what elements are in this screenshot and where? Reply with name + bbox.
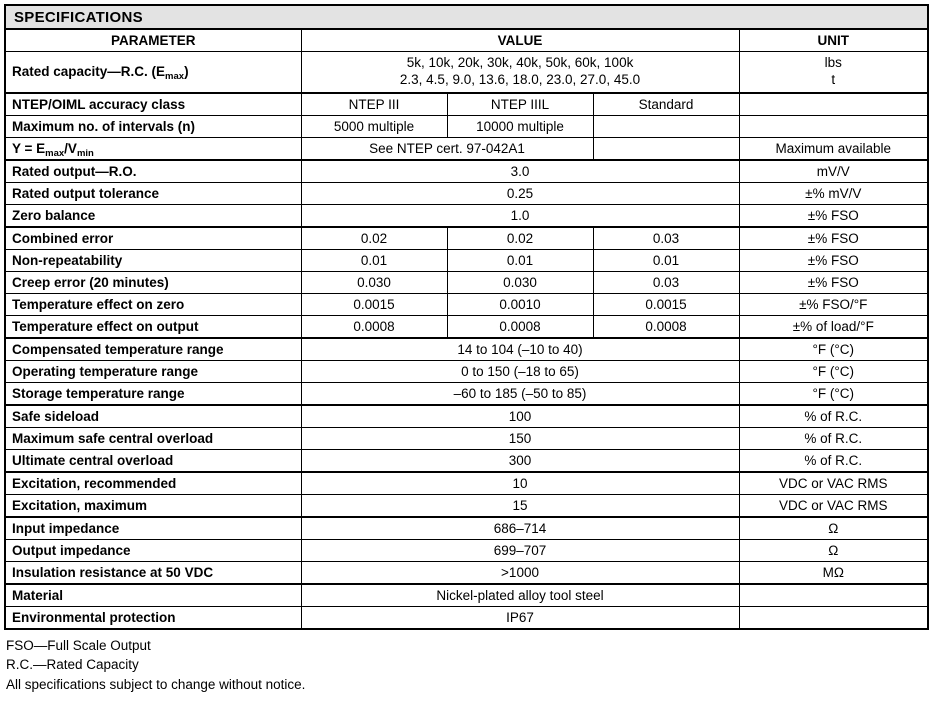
row-unit: ±% FSO/°F xyxy=(739,293,928,315)
table-header-row xyxy=(5,29,928,52)
row-value-rated-capacity xyxy=(301,52,739,93)
row-value: Nickel-plated alloy tool steel xyxy=(301,584,739,607)
row-value: IP67 xyxy=(301,606,739,629)
table-row xyxy=(5,606,928,629)
row-label-combined-error: Combined error xyxy=(5,227,301,250)
row-value: 100 xyxy=(301,405,739,428)
row-value: 3.0 xyxy=(301,160,739,183)
table-row xyxy=(5,338,928,361)
column-header-unit: UNIT xyxy=(739,29,928,52)
unit-line-2: t xyxy=(831,71,836,87)
footnote-fso: FSO—Full Scale Output xyxy=(6,637,151,653)
row-unit: °F (°C) xyxy=(739,338,928,361)
row-value-1: 5000 multiple xyxy=(301,115,447,137)
row-label-y-ratio xyxy=(5,137,301,160)
row-value-1: 0.0008 xyxy=(301,315,447,338)
table-row xyxy=(5,315,928,338)
row-unit: mV/V xyxy=(739,160,928,183)
row-label-accuracy-class: NTEP/OIML accuracy class xyxy=(5,93,301,116)
row-value-1: 0.01 xyxy=(301,249,447,271)
row-value: 1.0 xyxy=(301,204,739,227)
table-row xyxy=(5,494,928,517)
row-label-tail: ) xyxy=(184,64,189,80)
footnotes xyxy=(4,636,929,695)
row-unit: Maximum available xyxy=(739,137,928,160)
row-value: –60 to 185 (–50 to 85) xyxy=(301,382,739,405)
row-value-3: 0.03 xyxy=(593,271,739,293)
row-value-2: 0.030 xyxy=(447,271,593,293)
row-label-excitation-maximum: Excitation, maximum xyxy=(5,494,301,517)
row-label-subscript: max xyxy=(165,71,185,83)
row-label-insulation-resistance: Insulation resistance at 50 VDC xyxy=(5,561,301,584)
row-label-ultimate-central-overload: Ultimate central overload xyxy=(5,449,301,472)
row-unit-rated-capacity xyxy=(739,52,928,93)
row-label-environmental-protection: Environmental protection xyxy=(5,606,301,629)
row-label-tail: /V xyxy=(64,140,77,156)
row-value-empty xyxy=(593,137,739,160)
row-value-3 xyxy=(593,115,739,137)
table-row xyxy=(5,182,928,204)
row-unit: VDC or VAC RMS xyxy=(739,494,928,517)
row-label-storage-temp-range: Storage temperature range xyxy=(5,382,301,405)
row-unit: ±% mV/V xyxy=(739,182,928,204)
table-row xyxy=(5,52,928,93)
row-unit: Ω xyxy=(739,539,928,561)
table-row xyxy=(5,137,928,160)
value-line-1: 5k, 10k, 20k, 30k, 40k, 50k, 60k, 100k xyxy=(406,55,634,70)
row-label-text: Y = E xyxy=(12,140,46,156)
table-row xyxy=(5,160,928,183)
table-row xyxy=(5,93,928,116)
column-header-value: VALUE xyxy=(301,29,739,52)
row-value: See NTEP cert. 97-042A1 xyxy=(301,137,593,160)
table-row xyxy=(5,115,928,137)
row-unit: ±% of load/°F xyxy=(739,315,928,338)
row-value-2: 10000 multiple xyxy=(447,115,593,137)
table-row xyxy=(5,293,928,315)
column-header-parameter: PARAMETER xyxy=(5,29,301,52)
row-unit xyxy=(739,93,928,116)
row-value: 686–714 xyxy=(301,517,739,540)
row-label-output-impedance: Output impedance xyxy=(5,539,301,561)
row-value: 10 xyxy=(301,472,739,495)
table-row xyxy=(5,584,928,607)
row-label-safe-sideload: Safe sideload xyxy=(5,405,301,428)
row-label-rated-capacity xyxy=(5,52,301,93)
row-value-2: 0.0010 xyxy=(447,293,593,315)
row-label-text: Rated capacity—R.C. (E xyxy=(12,64,166,80)
row-unit: ±% FSO xyxy=(739,271,928,293)
table-row xyxy=(5,517,928,540)
table-row xyxy=(5,204,928,227)
row-label-temp-effect-zero: Temperature effect on zero xyxy=(5,293,301,315)
row-unit: ±% FSO xyxy=(739,204,928,227)
page-title: SPECIFICATIONS xyxy=(4,4,929,28)
specifications-table xyxy=(4,28,929,630)
row-value-1: 0.030 xyxy=(301,271,447,293)
row-value: >1000 xyxy=(301,561,739,584)
row-unit: ±% FSO xyxy=(739,227,928,250)
row-value-2: 0.02 xyxy=(447,227,593,250)
row-value-3: 0.0015 xyxy=(593,293,739,315)
footnote-disclaimer: All specifications subject to change without notice. xyxy=(6,676,306,692)
table-row xyxy=(5,472,928,495)
row-label-excitation-recommended: Excitation, recommended xyxy=(5,472,301,495)
row-value: 15 xyxy=(301,494,739,517)
row-unit: % of R.C. xyxy=(739,449,928,472)
table-row xyxy=(5,249,928,271)
row-label-zero-balance: Zero balance xyxy=(5,204,301,227)
row-unit: % of R.C. xyxy=(739,405,928,428)
row-value-3: 0.01 xyxy=(593,249,739,271)
row-label-creep-error: Creep error (20 minutes) xyxy=(5,271,301,293)
table-row xyxy=(5,449,928,472)
row-label-input-impedance: Input impedance xyxy=(5,517,301,540)
row-value-2: 0.0008 xyxy=(447,315,593,338)
table-row xyxy=(5,405,928,428)
row-label-rated-output-tolerance: Rated output tolerance xyxy=(5,182,301,204)
row-value: 0.25 xyxy=(301,182,739,204)
row-label-max-intervals: Maximum no. of intervals (n) xyxy=(5,115,301,137)
table-row xyxy=(5,360,928,382)
row-value-1: NTEP III xyxy=(301,93,447,116)
row-label-max-safe-central-overload: Maximum safe central overload xyxy=(5,427,301,449)
row-value: 14 to 104 (–10 to 40) xyxy=(301,338,739,361)
table-row xyxy=(5,382,928,405)
row-value: 300 xyxy=(301,449,739,472)
row-unit: ±% FSO xyxy=(739,249,928,271)
table-row xyxy=(5,561,928,584)
row-value: 699–707 xyxy=(301,539,739,561)
row-label-subscript: max xyxy=(45,147,65,159)
row-label-operating-temp-range: Operating temperature range xyxy=(5,360,301,382)
row-value: 150 xyxy=(301,427,739,449)
footnote-rc: R.C.—Rated Capacity xyxy=(6,657,139,673)
row-unit xyxy=(739,115,928,137)
table-row xyxy=(5,227,928,250)
row-unit xyxy=(739,584,928,607)
table-row xyxy=(5,539,928,561)
value-line-2: 2.3, 4.5, 9.0, 13.6, 18.0, 23.0, 27.0, 45.0 xyxy=(399,71,641,87)
row-label-compensated-temp-range: Compensated temperature range xyxy=(5,338,301,361)
row-value: 0 to 150 (–18 to 65) xyxy=(301,360,739,382)
row-value-3: 0.03 xyxy=(593,227,739,250)
row-label-rated-output: Rated output—R.O. xyxy=(5,160,301,183)
row-value-3: Standard xyxy=(593,93,739,116)
row-unit xyxy=(739,606,928,629)
row-value-1: 0.02 xyxy=(301,227,447,250)
table-row xyxy=(5,427,928,449)
row-unit: % of R.C. xyxy=(739,427,928,449)
row-unit: MΩ xyxy=(739,561,928,584)
row-value-1: 0.0015 xyxy=(301,293,447,315)
row-label-material: Material xyxy=(5,584,301,607)
unit-line-1: lbs xyxy=(824,55,842,70)
row-unit: °F (°C) xyxy=(739,360,928,382)
row-value-3: 0.0008 xyxy=(593,315,739,338)
table-row xyxy=(5,271,928,293)
row-unit: VDC or VAC RMS xyxy=(739,472,928,495)
row-label-non-repeatability: Non-repeatability xyxy=(5,249,301,271)
row-value-2: NTEP IIIL xyxy=(447,93,593,116)
row-label-temp-effect-output: Temperature effect on output xyxy=(5,315,301,338)
row-unit: °F (°C) xyxy=(739,382,928,405)
row-unit: Ω xyxy=(739,517,928,540)
row-label-subscript-2: min xyxy=(76,147,94,159)
row-value-2: 0.01 xyxy=(447,249,593,271)
